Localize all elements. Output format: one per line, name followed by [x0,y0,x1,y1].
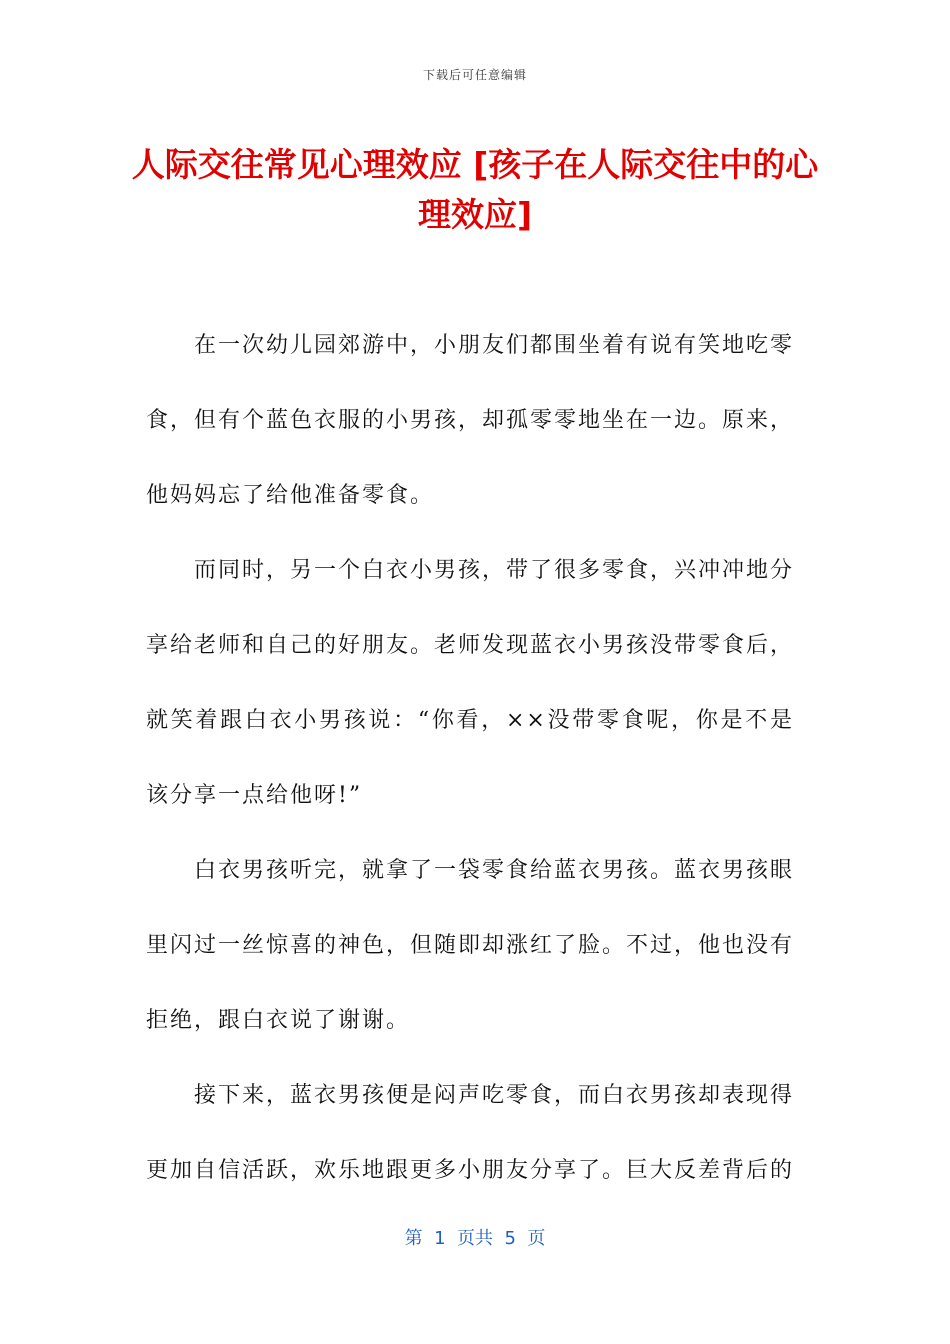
paragraph: 白衣男孩听完，就拿了一袋零食给蓝衣男孩。蓝衣男孩眼里闪过一丝惊喜的神色，但随即却涨红了脸。不过，他也没有拒绝，跟白衣说了谢谢。 [146,858,795,1033]
paragraph: 在一次幼儿园郊游中，小朋友们都围坐着有说有笑地吃零食，但有个蓝色衣服的小男孩，却孤零零地坐在一边。原来，他妈妈忘了给他准备零食。 [146,333,795,508]
document-title: 人际交往常见心理效应 [孩子在人际交往中的心理效应] [131,145,819,234]
page-number-footer: 第 1 页共 5 页 [404,1228,546,1249]
paragraph: 而同时，另一个白衣小男孩，带了很多零食，兴冲冲地分享给老师和自己的好朋友。老师发现蓝衣小男孩没带零食后，就笑着跟白衣小男孩说：“你看，××没带零食呢，你是不是该分享一点给他呀!” [146,558,795,808]
header-note: 下载后可任意编辑 [422,68,527,82]
paragraph: 接下来，蓝衣男孩便是闷声吃零食，而白衣男孩却表现得更加自信活跃，欢乐地跟更多小朋友分享了。巨大反差背后的 [146,1083,795,1183]
document-body [146,308,794,1208]
